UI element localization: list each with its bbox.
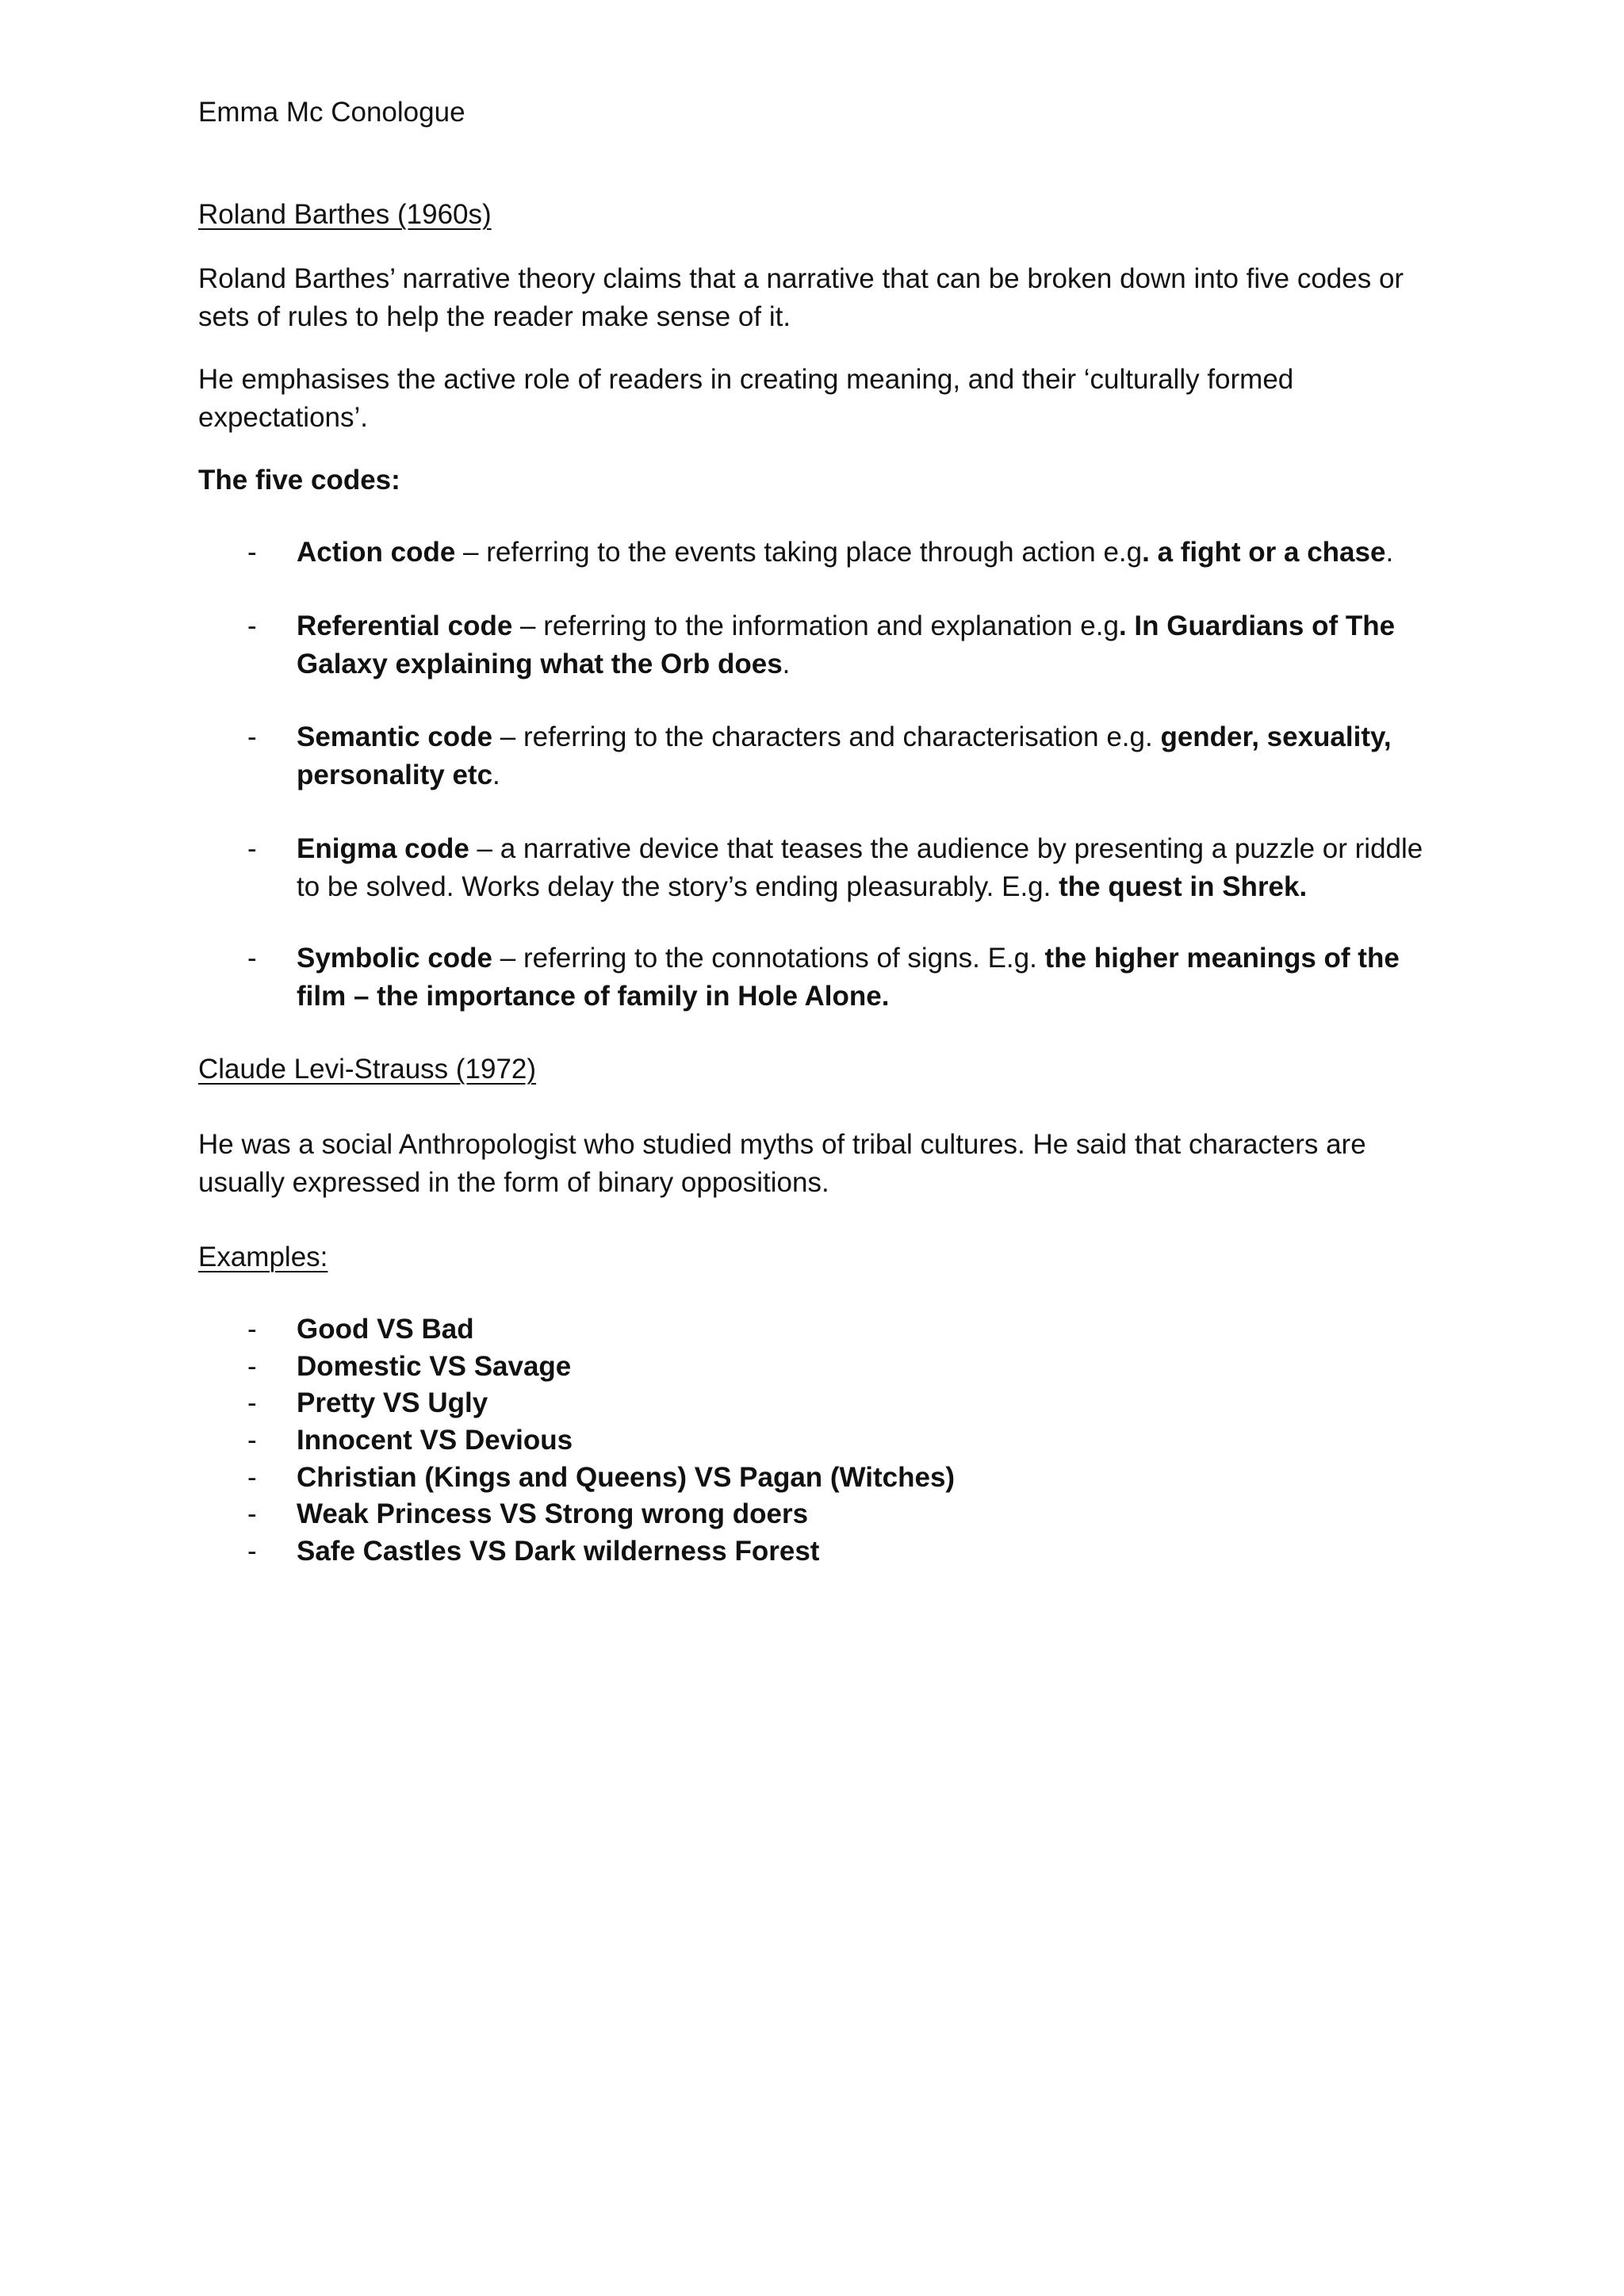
code-description: – referring to the events taking place through action e.g	[455, 537, 1143, 568]
example-item: Weak Princess VS Strong wrong doers	[297, 1498, 809, 1529]
list-bullet: -	[247, 1425, 257, 1456]
code-example: gender, sexuality, personality etc	[297, 721, 1392, 790]
code-description: – referring to the characters and characterisation e.g.	[492, 721, 1161, 752]
code-end: .	[782, 649, 791, 679]
list-bullet: -	[247, 1498, 257, 1529]
list-bullet: -	[247, 1462, 257, 1493]
code-description: – a narrative device that teases the audience by presenting a puzzle or riddle to be solved. Works delay the story’s ending pleasurably. E.g.	[297, 833, 1423, 902]
barthes-readers-paragraph: He emphasises the active role of readers in creating meaning, and their ‘culturally formed expectations’.	[198, 364, 1294, 433]
author-name: Emma Mc Conologue	[198, 97, 465, 128]
code-end: .	[1385, 537, 1394, 568]
code-name: Referential code	[297, 610, 513, 641]
code-example: the higher meanings of the film – the importance of family in Hole Alone.	[297, 943, 1400, 1012]
list-bullet: -	[247, 1314, 257, 1345]
example-item: Pretty VS Ugly	[297, 1387, 488, 1418]
code-description: – referring to the information and explanation e.g	[512, 610, 1119, 641]
code-item-enigma	[297, 830, 1446, 906]
list-bullet: -	[247, 721, 257, 752]
example-item: Safe Castles VS Dark wilderness Forest	[297, 1536, 820, 1567]
code-item-semantic	[297, 718, 1446, 794]
example-item: Good VS Bad	[297, 1314, 474, 1345]
barthes-heading: Roland Barthes (1960s)	[198, 199, 492, 230]
barthes-intro-paragraph: Roland Barthes’ narrative theory claims that a narrative that can be broken down into five codes or sets of rules to help the reader make sense of it.	[198, 263, 1404, 332]
list-bullet: -	[247, 610, 257, 641]
code-example: the quest in Shrek.	[1059, 871, 1308, 902]
code-end: .	[492, 760, 500, 790]
code-name: Semantic code	[297, 721, 493, 752]
code-example: . In Guardians of The Galaxy explaining what the Orb does	[297, 610, 1396, 679]
code-item-symbolic	[297, 939, 1446, 1016]
code-name: Action code	[297, 537, 456, 568]
code-name: Enigma code	[297, 833, 469, 864]
code-name: Symbolic code	[297, 943, 493, 974]
examples-heading: Examples:	[198, 1242, 328, 1272]
list-bullet: -	[247, 537, 257, 568]
example-item: Christian (Kings and Queens) VS Pagan (Witches)	[297, 1462, 956, 1493]
list-bullet: -	[247, 833, 257, 864]
levi-strauss-heading: Claude Levi-Strauss (1972)	[198, 1054, 537, 1085]
code-description: – referring to the connotations of signs. E.g.	[492, 943, 1045, 974]
example-item: Innocent VS Devious	[297, 1425, 573, 1456]
code-item-referential	[297, 607, 1446, 683]
code-example: . a fight or a chase	[1142, 537, 1386, 568]
list-bullet: -	[247, 1351, 257, 1382]
list-bullet: -	[247, 943, 257, 974]
list-bullet: -	[247, 1387, 257, 1418]
list-bullet: -	[247, 1536, 257, 1567]
code-item-action	[297, 534, 1446, 572]
levi-strauss-paragraph: He was a social Anthropologist who studied myths of tribal cultures. He said that characters are usually expressed in the form of binary oppositions.	[198, 1129, 1366, 1198]
example-item: Domestic VS Savage	[297, 1351, 572, 1382]
five-codes-heading: The five codes:	[198, 465, 400, 496]
